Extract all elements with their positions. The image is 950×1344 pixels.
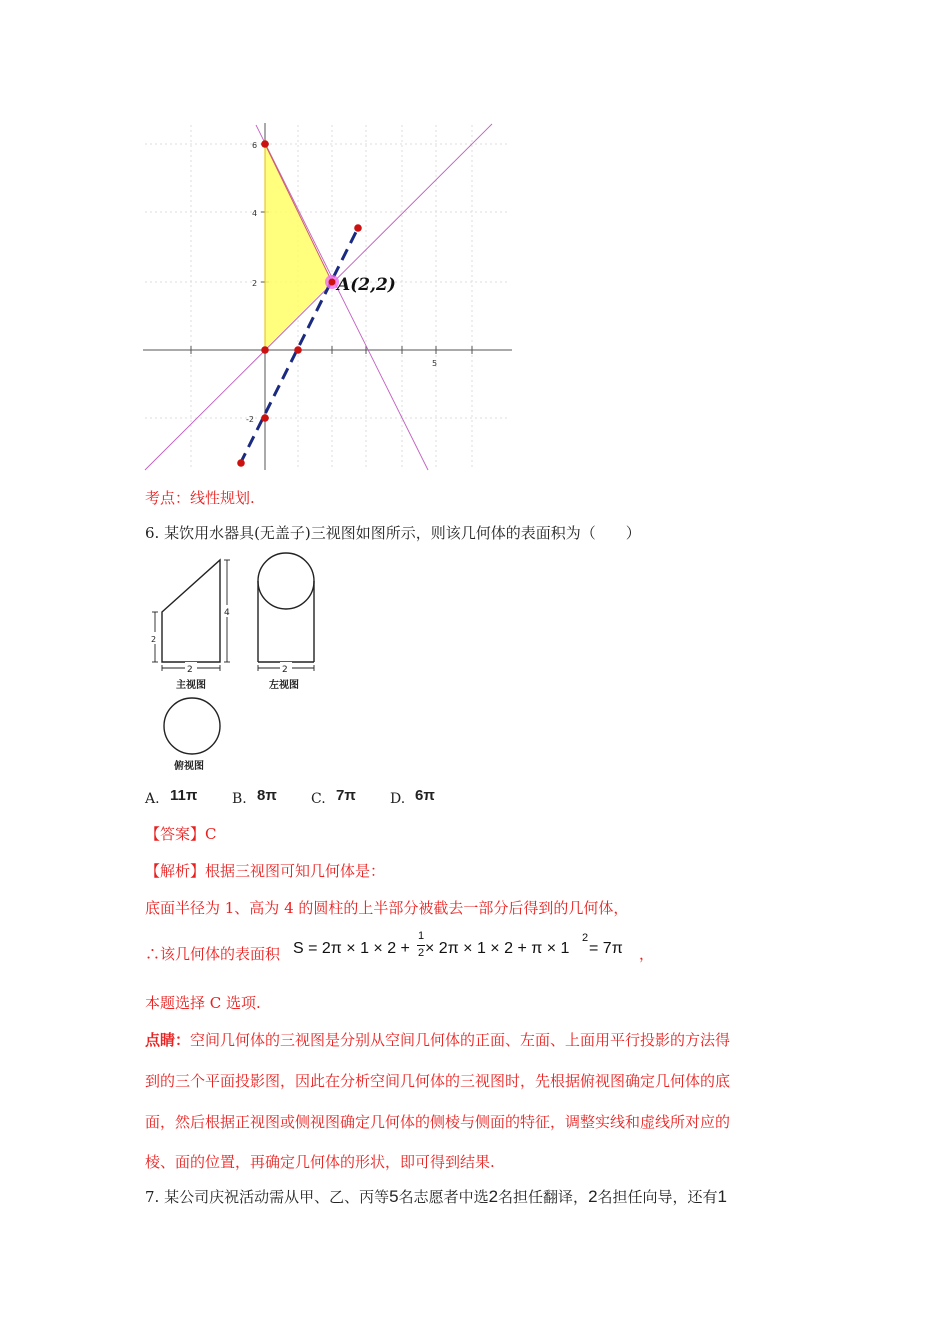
graph-grid [145, 125, 510, 470]
q7-num-2b: 2 [588, 1187, 598, 1206]
feasible-region [265, 144, 332, 350]
front-dim-4: 4 [224, 608, 230, 618]
point-dashed-bottom [237, 459, 245, 467]
formula-sup: 2 [582, 932, 589, 944]
boundary-line-y-eq-x [145, 124, 492, 470]
q7-stem [145, 1187, 727, 1207]
note-line-3: 面，然后根据正视图或侧视图确定几何体的侧棱与侧面的特征，调整实线和虚线所对应的 [145, 1113, 731, 1131]
option-c-value: 7π [336, 787, 356, 804]
q7-part-3: 名担任翻译， [498, 1188, 589, 1206]
q7-part-1: 7. 某公司庆祝活动需从甲、乙、丙等 [145, 1188, 390, 1206]
option-d-letter: D. [390, 791, 406, 807]
formula-frac-bar [417, 945, 425, 946]
point-0-neg2 [261, 414, 269, 422]
point-a-label: A(2,2) [337, 275, 396, 295]
q7-part-4: 名担任向导，还有 [597, 1188, 718, 1206]
note-text-1: 空间几何体的三视图是分别从空间几何体的正面、左面、上面用平行投影的方法得 [190, 1031, 731, 1049]
formula-tail: ， [639, 945, 655, 963]
q7-num-1: 1 [717, 1187, 728, 1206]
tick-y4: 4 [252, 209, 258, 218]
note-line-2: 到的三个平面投影图，因此在分析空间几何体的三视图时，先根据俯视图确定几何体的底 [145, 1072, 731, 1090]
q6-choose: 本题选择 C 选项. [145, 994, 261, 1012]
formula-part-a: S = 2π × 1 × 2 + [293, 940, 410, 957]
formula-part-b: × 2π × 1 × 2 + π × 1 [425, 940, 570, 957]
tick-x5: 5 [432, 359, 438, 368]
point-dashed-top [354, 224, 362, 232]
option-b-value: 8π [257, 787, 277, 804]
note-line-1 [145, 1030, 730, 1050]
tick-yneg2: -2 [246, 415, 254, 424]
point-1-0 [294, 346, 302, 354]
point-a [329, 279, 336, 286]
note-label: 点睛： [145, 1031, 191, 1049]
q6-stem: 6. 某饮用水器具(无盖子)三视图如图所示，则该几何体的表面积为（ ） [145, 524, 641, 542]
q6-answer: 【答案】C [145, 825, 217, 843]
linear-programming-graph [140, 120, 520, 472]
front-dim-2: 2 [187, 665, 193, 675]
point-origin [261, 346, 269, 354]
option-d-value: 6π [415, 787, 435, 804]
left-dim-2: 2 [282, 665, 288, 675]
q7-part-2: 名志愿者中选 [398, 1188, 489, 1206]
q6-analysis-line2: 底面半径为 1、高为 4 的圆柱的上半部分被截去一部分后得到的几何体， [145, 899, 629, 917]
point-0-6 [261, 140, 269, 148]
note-line-4: 棱、面的位置，再确定几何体的形状，即可得到结果. [145, 1153, 495, 1171]
top-caption: 俯视图 [174, 761, 204, 772]
top-view [164, 698, 220, 754]
tick-y6: 6 [252, 141, 258, 150]
left-caption: 左视图 [269, 680, 299, 691]
q6-analysis-head: 【解析】根据三视图可知几何体是： [145, 862, 386, 880]
formula-frac-den: 2 [418, 947, 425, 959]
formula-prefix: ∴该几何体的表面积 [145, 945, 281, 963]
front-view [162, 560, 220, 662]
option-c-letter: C. [311, 791, 326, 807]
q7-num-2a: 2 [488, 1187, 499, 1206]
three-view-figure [145, 550, 325, 775]
front-caption: 主视图 [176, 680, 206, 691]
q6-options [145, 787, 465, 811]
front-dim-left: 2 [151, 635, 157, 644]
option-a-letter: A. [145, 791, 160, 807]
q6-formula-line [145, 930, 685, 970]
formula-part-c: = 7π [589, 940, 623, 957]
option-b-letter: B. [232, 791, 247, 807]
q7-num-5: 5 [389, 1187, 399, 1206]
kaodian-line: 考点：线性规划. [145, 489, 255, 507]
formula-frac-num: 1 [418, 930, 425, 942]
tick-y2: 2 [252, 279, 258, 288]
option-a-value: 11π [170, 787, 198, 804]
left-view [258, 553, 314, 662]
